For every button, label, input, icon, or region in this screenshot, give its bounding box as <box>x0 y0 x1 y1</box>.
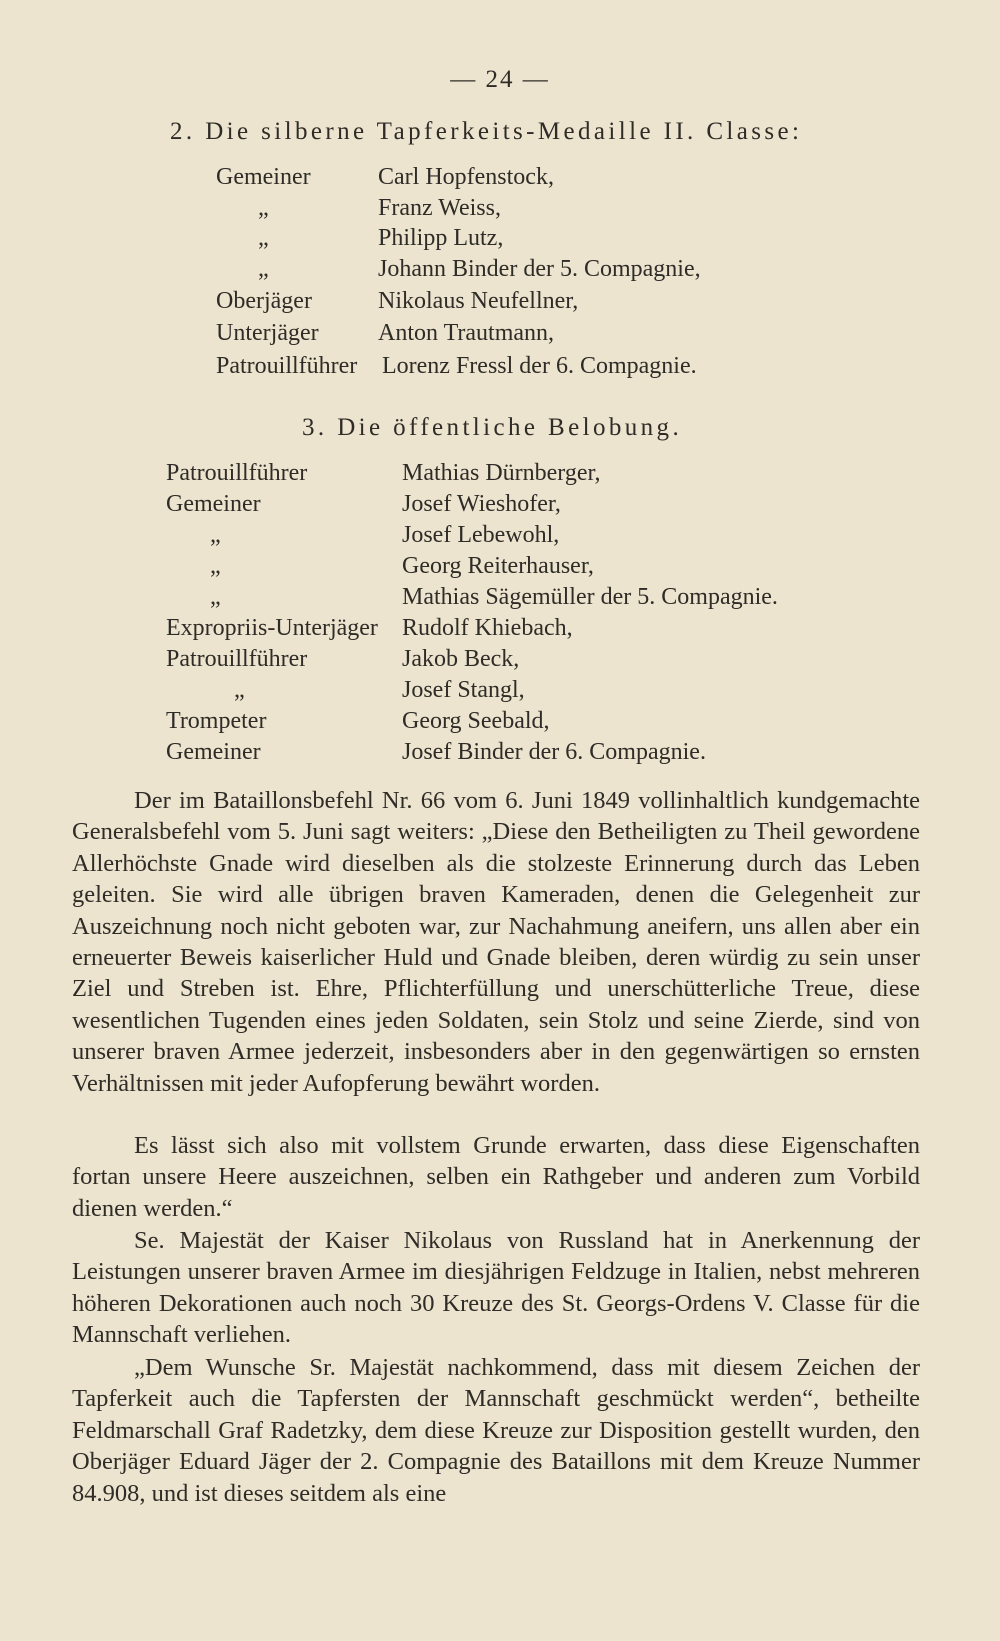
rank-label: Patrouillführer <box>166 646 308 672</box>
recipient-name: Josef Wieshofer, <box>402 491 561 517</box>
rank-label: Oberjäger <box>216 288 312 314</box>
ditto-mark: „ <box>258 225 269 251</box>
recipient-name: Philipp Lutz, <box>378 225 504 251</box>
body-paragraph: „Dem Wunsche Sr. Majestät nachkommend, dass mit diesem Zeichen der Tapferkeit auch die Tapfersten der Mannschaft geschmückt werden“, betheilte Feldmarschall Graf Radetzky, dem diese Kreuze zur Disposition gestellt wurden, den Oberjäger Eduard Jäger der 2. Compagnie des Bataillons mit dem Kreuze Nummer 84.908, und ist dieses seitdem als eine <box>72 1354 920 1507</box>
recipient-name: Johann Binder der 5. Compagnie, <box>378 256 701 282</box>
ditto-mark: „ <box>258 256 269 282</box>
recipient-name: Georg Reiterhauser, <box>402 553 594 579</box>
recipient-name: Josef Binder der 6. Compagnie. <box>402 739 706 765</box>
ditto-mark: „ <box>210 553 221 579</box>
recipient-name: Mathias Dürnberger, <box>402 460 601 486</box>
recipient-name: Nikolaus Neufellner, <box>378 288 579 314</box>
rank-label: Gemeiner <box>166 491 261 517</box>
recipient-name: Lorenz Fressl der 6. Compagnie. <box>382 353 697 379</box>
recipient-name: Josef Stangl, <box>402 677 525 703</box>
body-paragraph: Se. Majestät der Kaiser Nikolaus von Russland hat in Anerkennung der Leistungen unserer braven Armee im diesjährigen Feldzuge in Italien, nebst mehreren höheren Dekorationen auch noch 30 Kreuze des St. Georgs-Ordens V. Classe für die Mannschaft verliehen. <box>72 1227 920 1349</box>
rank-label: Trompeter <box>166 708 267 734</box>
body-paragraph: Es lässt sich also mit vollstem Grunde erwarten, dass diese Eigenschaften fortan unsere Heere auszeichnen, selben ein Rathgeber und anderen zum Vorbild dienen werden.“ <box>72 1132 920 1222</box>
ditto-mark: „ <box>210 584 221 610</box>
body-paragraph: Der im Bataillonsbefehl Nr. 66 vom 6. Juni 1849 vollinhaltlich kundgemachte Generalsbefehl vom 5. Juni sagt weiters: „Diese den Betheiligten zu Theil gewordene Allerhöchste Gnade wird dieselben als die stolzeste Erinnerung durch das Leben geleiten. Sie wird alle übrigen braven Kameraden, denen die Gelegenheit zur Auszeichnung noch nicht geboten war, zur Nachahmung aneifern, uns allen aber ein erneuerter Beweis kaiserlicher Huld und Gnade bleiben, deren würdig zu sein unser Ziel und Streben ist. Ehre, Pflichterfüllung und unerschütterliche Treue, diese wesentlichen Tugenden eines jeden Soldaten, sein Stolz und seine Zierde, sind von unserer braven Armee jederzeit, insbesonders aber in den gegenwärtigen so ernsten Verhältnissen mit jeder Aufopferung bewährt worden. <box>72 787 920 1097</box>
rank-label: Gemeiner <box>216 164 311 190</box>
section-2-heading: 2. Die silberne Tapferkeits-Medaille II. Classe: <box>170 118 803 145</box>
ditto-mark: „ <box>258 195 269 221</box>
recipient-name: Rudolf Khiebach, <box>402 615 573 641</box>
rank-label: Patrouillführer <box>216 353 358 379</box>
recipient-name: Anton Trautmann, <box>378 320 555 346</box>
rank-label: Unterjäger <box>216 320 319 346</box>
recipient-name: Mathias Sägemüller der 5. Compagnie. <box>402 584 778 610</box>
ditto-mark: „ <box>234 677 245 703</box>
recipient-name: Jakob Beck, <box>402 646 520 672</box>
recipient-name: Josef Lebewohl, <box>402 522 560 548</box>
rank-label: Patrouillführer <box>166 460 308 486</box>
recipient-name: Franz Weiss, <box>378 195 501 221</box>
page-number: — 24 — <box>450 66 550 93</box>
section-3-heading: 3. Die öffentliche Belobung. <box>302 414 683 441</box>
recipient-name: Georg Seebald, <box>402 708 550 734</box>
ditto-mark: „ <box>210 522 221 548</box>
rank-label: Gemeiner <box>166 739 261 765</box>
rank-label: Expropriis-Unterjäger <box>166 615 378 641</box>
recipient-name: Carl Hopfenstock, <box>378 164 554 190</box>
